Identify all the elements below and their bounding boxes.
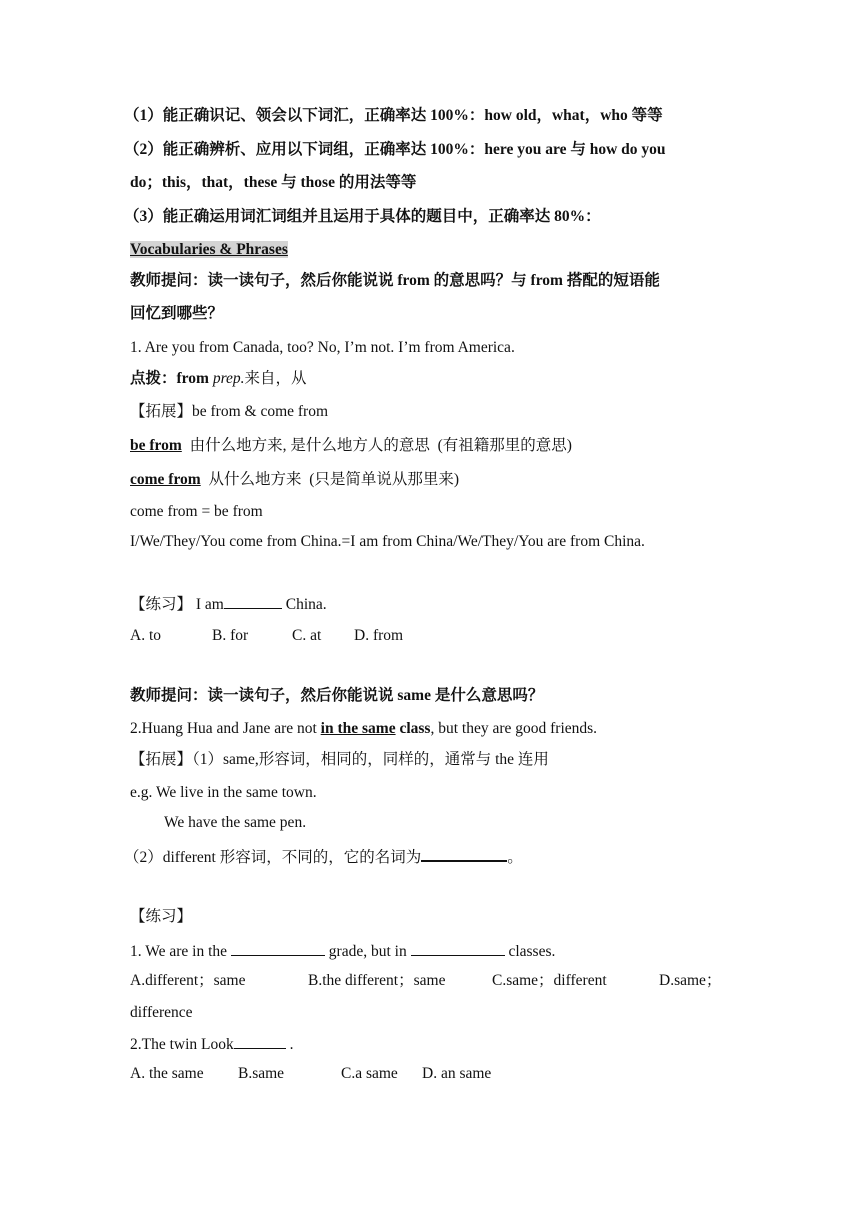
option-d: D. from bbox=[354, 627, 404, 644]
option-a: A.different；same bbox=[130, 972, 246, 989]
teacher-question-1-line2: 回忆到哪些？ bbox=[130, 305, 224, 322]
come-from-line bbox=[130, 470, 459, 490]
option-c: C. at bbox=[292, 627, 322, 644]
be-from-line bbox=[130, 436, 572, 456]
practice-1-prefix: 【练习】 I am bbox=[130, 596, 224, 613]
practice-1-stem bbox=[130, 593, 327, 615]
sentence-2-suffix: , but they are good friends. bbox=[430, 720, 598, 737]
objective-1: （1）能正确识记、领会以下词汇，正确率达 100%：how old，what，who 等等 bbox=[124, 107, 663, 124]
answer-blank bbox=[231, 940, 325, 956]
extend-same: 【拓展】（1）same,形容词，相同的，同样的，通常与 the 连用 bbox=[130, 751, 549, 768]
item-1-part-c: classes. bbox=[504, 943, 556, 960]
item-2-prefix: 2.The twin Look bbox=[130, 1036, 234, 1053]
answer-blank bbox=[224, 593, 282, 609]
option-d: D.same； bbox=[659, 972, 722, 989]
objective-2-line1: （2）能正确辨析、应用以下词组，正确率达 100%：here you are 与 how do you bbox=[124, 141, 666, 158]
item-1-part-a: 1. We are in the bbox=[130, 943, 231, 960]
hint-line bbox=[130, 369, 307, 389]
sentence-2-bold: class bbox=[395, 720, 431, 737]
objective-2-line2: do；this，that，these 与 those 的用法等等 bbox=[130, 174, 417, 191]
extend-different bbox=[124, 845, 523, 868]
extend-different-suffix: 。 bbox=[507, 849, 523, 866]
option-b: B. for bbox=[212, 627, 249, 644]
option-b: B.same bbox=[238, 1065, 285, 1082]
come-from-def: 从什么地方来 (只是简单说从那里来) bbox=[200, 471, 460, 488]
extend-different-prefix: （2）different 形容词，不同的，它的名词为 bbox=[124, 849, 422, 866]
extend-from: 【拓展】be from & come from bbox=[130, 403, 329, 420]
hint-meaning: 来自，从 bbox=[244, 370, 307, 387]
answer-blank bbox=[234, 1033, 286, 1049]
practice-2-item-1 bbox=[130, 940, 555, 962]
come-from-term: come from bbox=[130, 471, 201, 488]
eg-line-1: e.g. We live in the same town. bbox=[130, 784, 317, 801]
practice-2-item-2 bbox=[130, 1033, 294, 1055]
answer-blank bbox=[421, 845, 507, 862]
option-c: C.a same bbox=[341, 1065, 398, 1082]
be-from-def: 由什么地方来, 是什么地方人的意思 (有祖籍那里的意思) bbox=[181, 437, 572, 454]
teacher-question-2: 教师提问：读一读句子，然后你能说说 same 是什么意思吗？ bbox=[130, 687, 544, 704]
hint-prefix: 点拨：from bbox=[130, 370, 213, 387]
option-a: A. to bbox=[130, 627, 161, 644]
hint-pos: prep. bbox=[212, 370, 245, 387]
answer-blank bbox=[411, 940, 505, 956]
be-from-term: be from bbox=[130, 437, 182, 454]
option-d-wrap: difference bbox=[130, 1004, 193, 1021]
option-c: C.same；different bbox=[492, 972, 607, 989]
option-b: B.the different；same bbox=[308, 972, 446, 989]
practice-1-suffix: China. bbox=[281, 596, 327, 613]
example-sentence-2 bbox=[130, 719, 597, 739]
section-heading: Vocabularies & Phrases bbox=[130, 241, 288, 258]
section-heading-wrap bbox=[130, 240, 288, 260]
item-1-part-b: grade, but in bbox=[324, 943, 411, 960]
eg-line-2: We have the same pen. bbox=[164, 814, 307, 831]
example-sentence-1: 1. Are you from Canada, too? No, I’m not. I’m from America. bbox=[130, 339, 515, 356]
sentence-2-prefix: 2.Huang Hua and Jane are not bbox=[130, 720, 321, 737]
equal-line: come from = be from bbox=[130, 503, 263, 520]
practice-2-title: 【练习】 bbox=[130, 908, 193, 925]
sentence-2-emphasis: in the same bbox=[320, 720, 396, 737]
option-a: A. the same bbox=[130, 1065, 204, 1082]
item-2-suffix: . bbox=[285, 1036, 294, 1053]
option-d: D. an same bbox=[422, 1065, 492, 1082]
objective-3: （3）能正确运用词汇词组并且运用于具体的题目中，正确率达 80%： bbox=[124, 208, 601, 225]
example-line: I/We/They/You come from China.=I am from China/We/They/You are from China. bbox=[130, 533, 645, 550]
teacher-question-1-line1: 教师提问：读一读句子，然后你能说说 from 的意思吗？与 from 搭配的短语能 bbox=[130, 272, 660, 289]
